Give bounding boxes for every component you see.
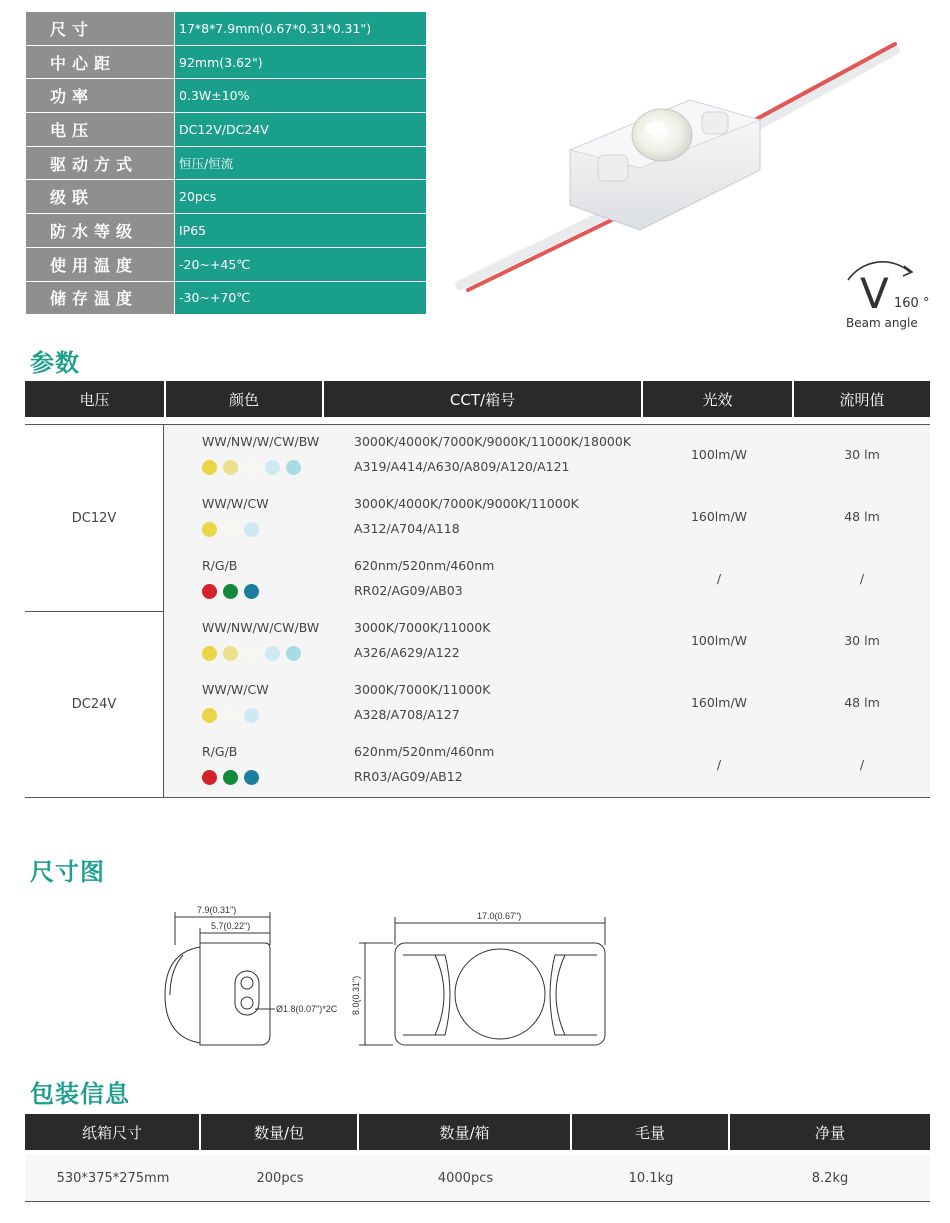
- spec-value: 92mm(3.62"): [174, 46, 426, 79]
- lumen-value: 48 lm: [844, 509, 880, 524]
- param-row: [164, 673, 930, 736]
- spec-row: [26, 214, 426, 248]
- dim-top-length: 17.0(0.67"): [477, 911, 522, 921]
- pack-cell: 530*375*275mm: [56, 1170, 170, 1186]
- param-row: [164, 487, 930, 550]
- bin-codes: A312/A704/A118: [354, 521, 460, 536]
- voltage-cell: DC24V: [25, 611, 164, 797]
- params-title: 参数: [30, 349, 80, 377]
- bin-codes: A326/A629/A122: [354, 645, 460, 660]
- params-table: [25, 424, 930, 798]
- color-swatch: [286, 646, 301, 661]
- spec-label: 级联: [26, 180, 174, 213]
- header-cell: CCT/箱号: [324, 381, 643, 417]
- lumen-value: /: [859, 757, 865, 772]
- efficacy-value: 100lm/W: [690, 447, 748, 462]
- spec-value: IP65: [174, 214, 426, 247]
- color-swatch: [223, 522, 238, 537]
- pack-row: [25, 1155, 930, 1202]
- color-swatch: [244, 584, 259, 599]
- color-swatch: [223, 770, 238, 785]
- efficacy-value: 100lm/W: [690, 633, 748, 648]
- dim-hole: Ø1.8(0.07")*2C: [276, 1004, 338, 1014]
- color-dots: [202, 460, 301, 475]
- efficacy-value: /: [716, 757, 722, 772]
- bin-codes: RR03/AG09/AB12: [354, 769, 463, 784]
- cct-values: 3000K/7000K/11000K: [354, 682, 491, 697]
- color-dots: [202, 522, 259, 537]
- color-swatch: [202, 584, 217, 599]
- color-dots: [202, 584, 259, 599]
- spec-value: DC12V/DC24V: [174, 113, 426, 146]
- spec-label: 驱动方式: [26, 147, 174, 180]
- color-swatch: [223, 708, 238, 723]
- dimension-drawing: [155, 895, 625, 1055]
- spec-row: [26, 147, 426, 181]
- color-swatch: [265, 460, 280, 475]
- header-cell: 数量/包: [201, 1114, 359, 1150]
- color-swatch: [244, 522, 259, 537]
- spec-table: [26, 12, 426, 315]
- color-swatch: [265, 646, 280, 661]
- pack-header: [25, 1114, 930, 1150]
- color-swatch: [244, 708, 259, 723]
- lumen-value: /: [859, 571, 865, 586]
- color-name: WW/W/CW: [202, 496, 269, 511]
- pack-cell: 4000pcs: [437, 1170, 494, 1186]
- spec-value: -30~+70℃: [174, 282, 426, 315]
- efficacy-value: /: [716, 571, 722, 586]
- header-cell: 净量: [730, 1114, 930, 1150]
- bin-codes: RR02/AG09/AB03: [354, 583, 463, 598]
- pack-title: 包装信息: [30, 1080, 130, 1108]
- lumen-value: 30 lm: [844, 447, 880, 462]
- header-cell: 颜色: [166, 381, 324, 417]
- pack-cell: 200pcs: [256, 1170, 304, 1186]
- led-module-image: [440, 40, 900, 300]
- lumen-value: 30 lm: [844, 633, 880, 648]
- header-cell: 电压: [25, 381, 166, 417]
- params-header: [25, 381, 930, 417]
- color-dots: [202, 646, 301, 661]
- header-cell: 流明值: [794, 381, 930, 417]
- color-name: R/G/B: [202, 558, 238, 573]
- dim-side-inner: 5.7(0.22"): [211, 921, 251, 931]
- color-swatch: [202, 770, 217, 785]
- spec-value: -20~+45℃: [174, 248, 426, 281]
- color-name: WW/NW/W/CW/BW: [202, 434, 320, 449]
- pack-cell: 10.1kg: [628, 1170, 674, 1186]
- spec-value: 0.3W±10%: [174, 79, 426, 112]
- param-row: [164, 611, 930, 674]
- spec-label: 防水等级: [26, 214, 174, 247]
- color-swatch: [223, 460, 238, 475]
- lumen-value: 48 lm: [844, 695, 880, 710]
- spec-value: 20pcs: [174, 180, 426, 213]
- header-cell: 光效: [643, 381, 794, 417]
- spec-label: 使用温度: [26, 248, 174, 281]
- beam-angle-value: 160 °: [894, 296, 930, 311]
- spec-row: [26, 282, 426, 316]
- spec-row: [26, 180, 426, 214]
- color-swatch: [223, 584, 238, 599]
- efficacy-value: 160lm/W: [690, 509, 748, 524]
- spec-label: 电压: [26, 113, 174, 146]
- color-swatch: [202, 460, 217, 475]
- cct-values: 3000K/7000K/11000K: [354, 620, 491, 635]
- spec-value: 17*8*7.9mm(0.67*0.31*0.31"): [174, 12, 426, 45]
- spec-row: [26, 248, 426, 282]
- param-row: [164, 735, 930, 797]
- color-dots: [202, 770, 259, 785]
- color-dots: [202, 708, 259, 723]
- voltage-cell: DC12V: [25, 425, 164, 612]
- color-swatch: [244, 460, 259, 475]
- beam-letter: V: [860, 269, 889, 318]
- cct-values: 3000K/4000K/7000K/9000K/11000K: [354, 496, 579, 511]
- bin-codes: A319/A414/A630/A809/A120/A121: [354, 459, 570, 474]
- cct-values: 620nm/520nm/460nm: [354, 558, 495, 573]
- header-cell: 纸箱尺寸: [25, 1114, 201, 1150]
- spec-row: [26, 113, 426, 147]
- dim-top-height: 8.0(0.31"): [351, 975, 361, 1015]
- color-name: WW/NW/W/CW/BW: [202, 620, 320, 635]
- param-row: [164, 549, 930, 612]
- pack-cell: 8.2kg: [811, 1170, 849, 1186]
- color-swatch: [244, 770, 259, 785]
- color-swatch: [202, 522, 217, 537]
- cct-values: 3000K/4000K/7000K/9000K/11000K/18000K: [354, 434, 632, 449]
- spec-label: 中心距: [26, 46, 174, 79]
- spec-label: 尺寸: [26, 12, 174, 45]
- header-cell: 数量/箱: [359, 1114, 572, 1150]
- color-swatch: [286, 460, 301, 475]
- color-name: WW/W/CW: [202, 682, 269, 697]
- color-swatch: [223, 646, 238, 661]
- efficacy-value: 160lm/W: [690, 695, 748, 710]
- param-row: [164, 425, 930, 488]
- color-swatch: [202, 646, 217, 661]
- dim-side-width: 7.9(0.31"): [197, 905, 237, 915]
- spec-row: [26, 12, 426, 46]
- spec-value: 恒压/恒流: [174, 147, 426, 180]
- spec-label: 储存温度: [26, 282, 174, 315]
- color-swatch: [244, 646, 259, 661]
- color-swatch: [202, 708, 217, 723]
- spec-row: [26, 46, 426, 80]
- beam-angle-label: Beam angle: [846, 316, 918, 330]
- bin-codes: A328/A708/A127: [354, 707, 460, 722]
- dimension-title: 尺寸图: [30, 858, 105, 886]
- header-cell: 毛量: [572, 1114, 730, 1150]
- color-name: R/G/B: [202, 744, 238, 759]
- spec-label: 功率: [26, 79, 174, 112]
- cct-values: 620nm/520nm/460nm: [354, 744, 495, 759]
- spec-row: [26, 79, 426, 113]
